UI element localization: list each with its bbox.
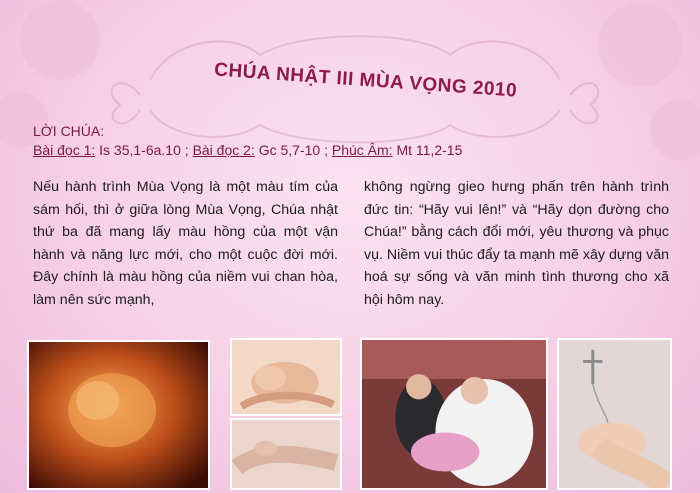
- body-text-right: không ngừng gieo hưng phấn trên hành trình đức tin: “Hãy vui lên!” và “Hãy dọn đường cho Chúa!” bằng cách đổi mới, yêu thương và phục vụ. Niềm vui thúc đẩy ta mạnh mẽ xây dựng văn hoá sự sống và văn minh tình thương cho xã hội hôm nay.: [364, 179, 669, 308]
- readings-references: [33, 142, 462, 158]
- readings-heading: LỜI CHÚA:: [33, 123, 105, 139]
- reading2-ref: Gc 5,7-10 ;: [254, 142, 328, 158]
- pope-baby-photo: [360, 338, 548, 490]
- body-text-left: Nếu hành trình Mùa Vọng là một màu tím của sám hối, thì ở giữa lòng Mùa Vọng, Chúa nhật thứ ba đã mang lấy màu hồng của một vận hành và năng lực mới, cho một cuộc đời mới. Đây chính là màu hồng của niềm vui chan hòa, làm nên sức mạnh,: [33, 179, 338, 308]
- hands-rosary-photo: [557, 338, 672, 490]
- scripture-readings: [33, 123, 462, 158]
- gospel-ref: Mt 11,2-15: [392, 142, 463, 158]
- reading1-ref: Is 35,1-6a.10 ;: [95, 142, 189, 158]
- gospel-label: Phúc Âm:: [331, 142, 393, 158]
- baby-hands-photo: [230, 338, 342, 416]
- baby-feet-photo: [230, 418, 342, 490]
- reading2-label: Bài đọc 2:: [192, 142, 255, 158]
- fetus-photo: [27, 340, 210, 490]
- reading1-label: Bài đọc 1:: [33, 142, 96, 158]
- page-title: CHÚA NHẬT III MÙA VỌNG 2010: [213, 59, 518, 102]
